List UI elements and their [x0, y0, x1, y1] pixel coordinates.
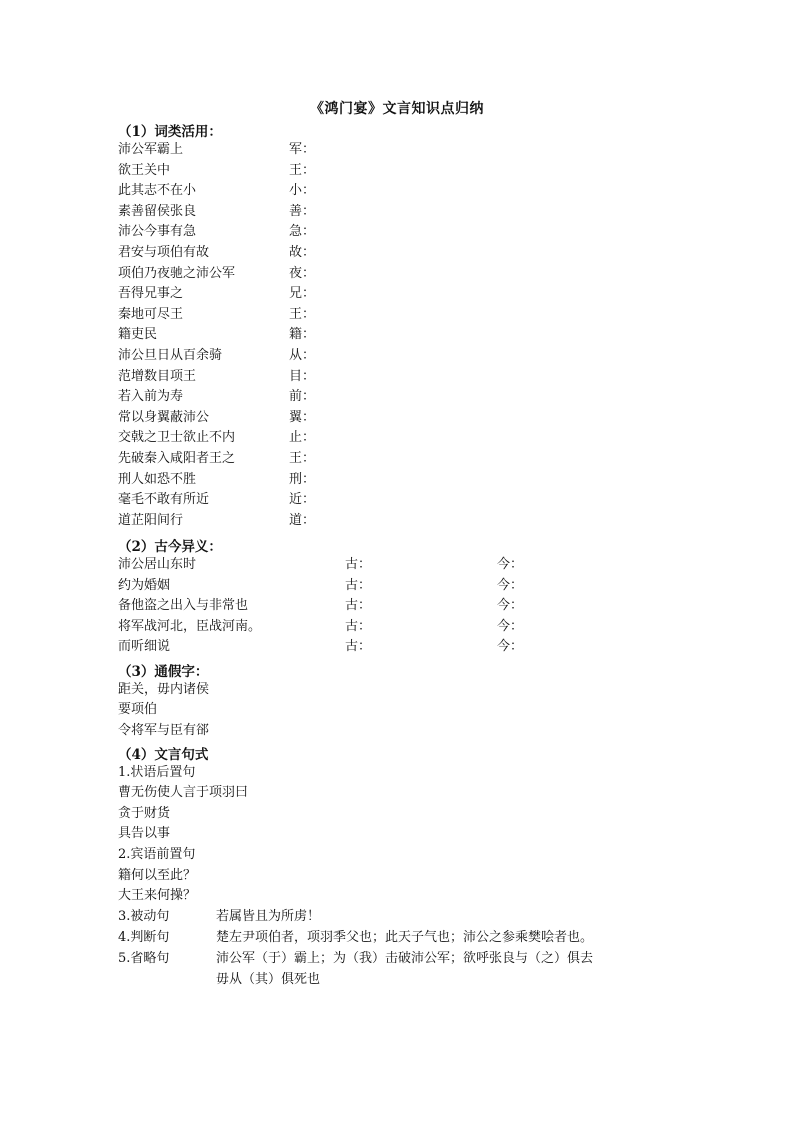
word-class-key: 籍：: [289, 327, 316, 343]
syntax-example: 具告以事: [118, 826, 171, 841]
word-class-key: 道：: [289, 512, 316, 528]
gu-label: 古：: [345, 639, 372, 655]
syntax-example: 籍何以至此？: [118, 868, 197, 883]
syntax-example: 曹无伤使人言于项羽曰: [118, 785, 249, 800]
syntax-subtitle-judgment: 4.判断句: [118, 930, 170, 945]
gu-label: 古：: [345, 557, 372, 572]
jin-label: 今：: [497, 557, 524, 572]
syntax-example: 大王来何操？: [118, 888, 197, 903]
gu-label: 古：: [345, 577, 372, 593]
word-class-key: 夜：: [289, 265, 316, 281]
section-heading-syntax: （4）文言句式: [118, 747, 209, 763]
syntax-subtitle-ellipsis: 5.省略句: [118, 951, 170, 966]
word-class-sentence: 项伯乃夜驰之沛公军: [118, 265, 236, 281]
word-class-sentence: 素善留侯张良: [118, 203, 197, 219]
syntax-subtitle-adverbial: 1.状语后置句: [118, 765, 196, 780]
word-class-key: 王：: [289, 306, 316, 322]
jin-label: 今：: [497, 598, 524, 614]
syntax-example: 楚左尹项伯者，项羽季父也；此天子气也；沛公之参乘樊哙者也。: [216, 930, 594, 945]
word-class-sentence: 沛公旦日从百余骑: [118, 348, 223, 363]
jin-label: 今：: [497, 618, 524, 634]
word-class-sentence: 欲王关中: [118, 162, 171, 178]
word-class-sentence: 籍吏民: [118, 327, 158, 343]
word-class-key: 目：: [289, 368, 316, 384]
section-heading-word-class: （1）词类活用：: [118, 124, 222, 140]
syntax-example: 毋从（其）俱死也: [216, 972, 321, 987]
word-class-sentence: 吾得兄事之: [118, 286, 184, 302]
syntax-example: 贪于财货: [118, 806, 171, 821]
word-class-key: 军：: [289, 142, 316, 157]
word-class-key: 刑：: [289, 471, 316, 487]
section-heading-ancient-modern: （2）古今异义：: [118, 539, 222, 555]
word-class-key: 王：: [289, 451, 316, 466]
ancient-modern-sentence: 备他盗之出入与非常也: [118, 598, 249, 614]
jin-label: 今：: [497, 639, 524, 655]
page-title: 《鸿门宴》文言知识点归纳: [310, 101, 484, 117]
section-heading-tongjia: （3）通假字：: [118, 664, 209, 680]
word-class-sentence: 此其志不在小: [118, 183, 197, 199]
word-class-sentence: 毫毛不敢有所近: [118, 492, 210, 508]
word-class-key: 从：: [289, 348, 316, 363]
tongjia-item: 要项伯: [118, 702, 158, 717]
gu-label: 古：: [345, 618, 372, 634]
tongjia-item: 令将军与臣有郤: [118, 723, 210, 738]
syntax-subtitle-object: 2.宾语前置句: [118, 847, 196, 862]
tongjia-item: 距关，毋内诸侯: [118, 682, 210, 697]
jin-label: 今：: [497, 577, 524, 593]
syntax-example: 沛公军（于）霸上；为（我）击破沛公军；欲呼张良与（之）俱去: [216, 951, 594, 966]
syntax-subtitle-passive: 3.被动句: [118, 909, 170, 924]
word-class-key: 王：: [289, 162, 316, 178]
ancient-modern-sentence: 将军战河北，臣战河南。: [118, 618, 262, 634]
word-class-key: 前：: [289, 389, 316, 405]
word-class-key: 故：: [289, 245, 316, 260]
word-class-key: 近：: [289, 492, 316, 508]
word-class-key: 止：: [289, 430, 316, 446]
word-class-sentence: 君安与项伯有故: [118, 245, 210, 260]
word-class-key: 兄：: [289, 286, 316, 302]
ancient-modern-sentence: 而听细说: [118, 639, 171, 655]
word-class-sentence: 沛公今事有急: [118, 224, 197, 240]
word-class-sentence: 先破秦入咸阳者王之: [118, 451, 236, 466]
word-class-sentence: 若入前为寿: [118, 389, 184, 405]
word-class-key: 急：: [289, 224, 316, 240]
word-class-sentence: 常以身翼蔽沛公: [118, 409, 210, 425]
word-class-sentence: 刑人如恐不胜: [118, 471, 197, 487]
gu-label: 古：: [345, 598, 372, 614]
word-class-key: 小：: [289, 183, 316, 199]
word-class-key: 翼：: [289, 409, 316, 425]
word-class-sentence: 交戟之卫士欲止不内: [118, 430, 236, 446]
ancient-modern-sentence: 沛公居山东时: [118, 557, 197, 572]
word-class-sentence: 沛公军霸上: [118, 142, 184, 157]
word-class-sentence: 道芷阳间行: [118, 512, 184, 528]
word-class-sentence: 秦地可尽王: [118, 306, 184, 322]
ancient-modern-sentence: 约为婚姻: [118, 577, 171, 593]
word-class-key: 善：: [289, 203, 316, 219]
syntax-example: 若属皆且为所虏！: [216, 909, 321, 924]
word-class-sentence: 范增数目项王: [118, 368, 197, 384]
